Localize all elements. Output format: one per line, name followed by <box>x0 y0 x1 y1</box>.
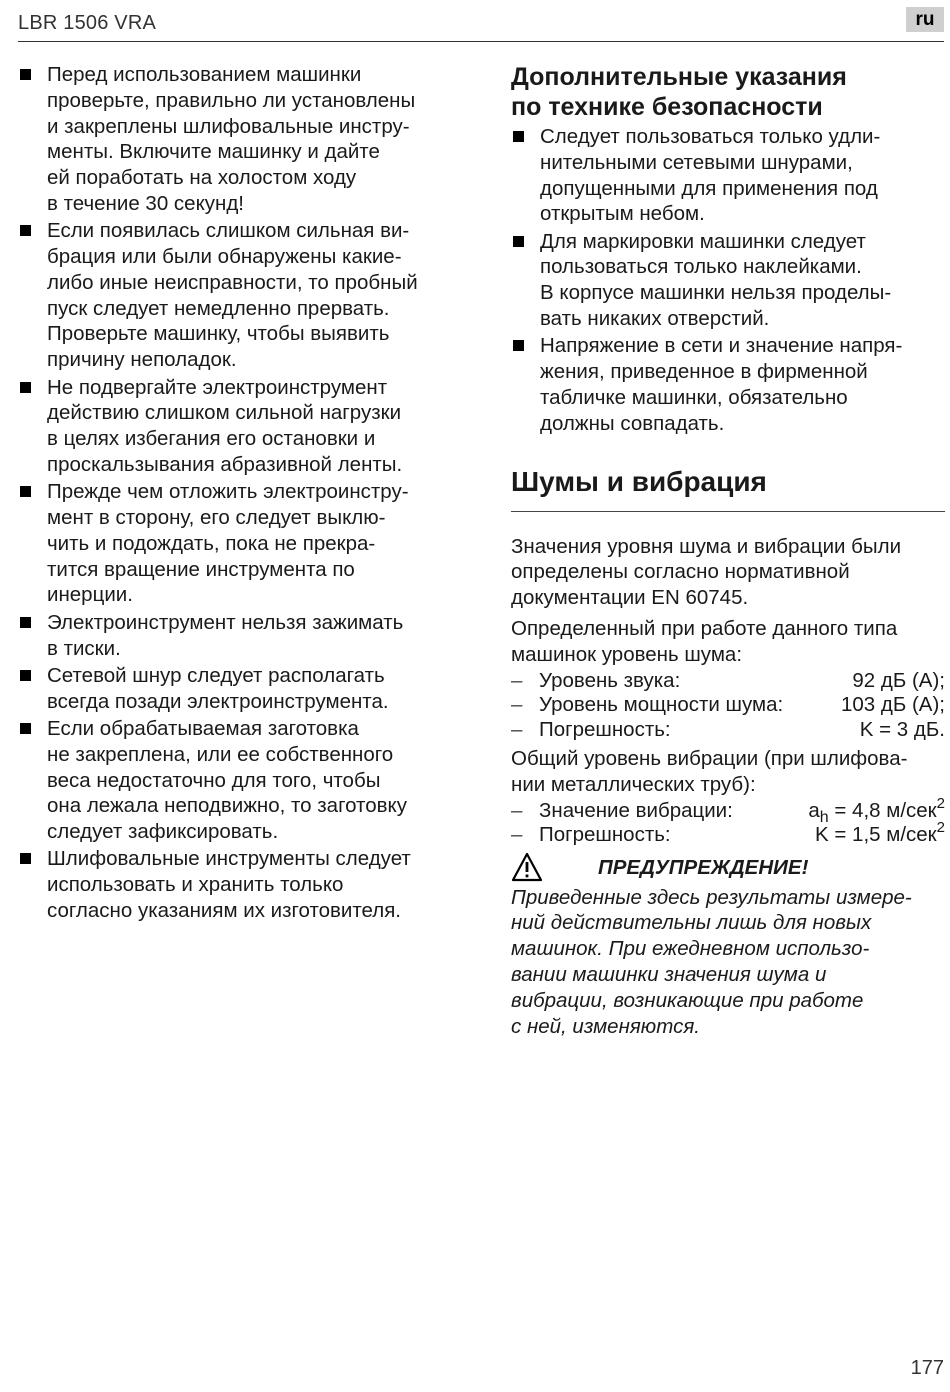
bullet-square-icon <box>20 382 31 393</box>
bullet-square-icon <box>20 486 31 497</box>
noise-row-label: Уровень звука: <box>539 668 681 692</box>
noise-row-label: Уровень мощности шума: <box>539 693 784 717</box>
noise-row-value: K = 3 дБ. <box>859 717 945 741</box>
list-item: Напряжение в сети и значение напря- жения, приведенное в фирменной табличке машинки, обязательно должны совпадать. <box>511 333 945 436</box>
bullet-square-icon <box>20 853 31 864</box>
warning-title: ПРЕДУПРЕЖДЕНИЕ! <box>598 855 809 879</box>
list-item: Не подвергайте электроинструмент действию слишком сильной нагрузки в целях избегания его остановки и проскальзывания абразивной ленты. <box>18 375 460 478</box>
bullet-square-icon <box>513 340 524 351</box>
noise-intro-paragraph: Значения уровня шума и вибрации были определены согласно нормативной документации EN 60745. <box>511 534 902 610</box>
bullet-square-icon <box>20 69 31 80</box>
bullet-square-icon <box>20 670 31 681</box>
vibration-row-label: Погрешность: <box>539 823 671 847</box>
bullet-square-icon <box>20 723 31 734</box>
list-item: Прежде чем отложить электроинстру- мент в сторону, его следует выклю- чить и подождать, пока не прекра- тится вращение инструмента по инерции. <box>18 479 460 608</box>
vibration-values-list <box>511 794 945 847</box>
list-item: Для маркировки машинки следует пользоваться только наклейками. В корпусе машинки нельзя проделы- вать никаких отверстий. <box>511 229 945 332</box>
list-item: Если обрабатываемая заготовка не закреплена, или ее собственного веса недостаточно для того, чтобы она лежала неподвижно, то заготовку следует зафиксировать. <box>18 716 460 845</box>
list-item: Перед использованием машинки проверьте, правильно ли установлены и закреплены шлифовальные инстру- менты. Включите машинку и дайте ей поработать на холостом ходу в течение 30 секунд! <box>18 62 460 217</box>
vibration-row <box>511 819 945 847</box>
bullet-square-icon <box>513 131 524 142</box>
noise-values-list <box>511 668 945 742</box>
language-badge: ru <box>906 7 944 32</box>
warning-text: Приведенные здесь результаты измере- ний действительны лишь для новых машинок. При ежедневном использо- вании машинки значения шума и вибрации, возникающие при работе с ней, изменяются. <box>511 885 912 1038</box>
page-header <box>18 0 944 42</box>
noise-row <box>511 717 945 742</box>
vibration-row-value: K = 1,5 м/сек$^2$ <box>815 819 945 847</box>
left-column <box>18 62 460 925</box>
bullet-square-icon <box>20 617 31 628</box>
bullet-square-icon <box>513 236 524 247</box>
dash: – <box>511 798 523 822</box>
dash: – <box>511 668 523 692</box>
noise-row <box>511 692 945 717</box>
warning-header <box>511 853 945 885</box>
dash: – <box>511 693 523 717</box>
safety-instructions-list <box>18 62 460 924</box>
vibration-intro-paragraph: Общий уровень вибрации (при шлифова- нии металлических труб): <box>511 747 908 796</box>
list-item: Сетевой шнур следует располагать всегда позади электроинструмента. <box>18 663 460 715</box>
bullet-square-icon <box>20 225 31 236</box>
right-column <box>511 62 945 1039</box>
list-item: Электроинструмент нельзя зажимать в тиски. <box>18 610 460 662</box>
noise-row-label: Погрешность: <box>539 717 671 741</box>
vibration-row-value: $a_h = 4,8$ м/сек$^2$ <box>808 794 945 826</box>
list-item: Если появилась слишком сильная ви- брация или были обнаружены какие- либо иные неисправности, то пробный пуск следует немедленно прервать. Проверьте машинку, чтобы выявить причину неполадок. <box>18 218 460 373</box>
noise-row-value: 92 дБ (A); <box>852 668 945 692</box>
safety-heading: Дополнительные указания по технике безопасности <box>511 63 847 121</box>
noise-row-value: 103 дБ (A); <box>840 693 945 717</box>
noise-row <box>511 668 945 693</box>
noise-level-paragraph: Определенный при работе данного типа машинок уровень шума: <box>511 616 898 666</box>
model-name: LBR 1506 VRA <box>18 12 157 34</box>
dash: – <box>511 823 523 847</box>
list-item: Следует пользоваться только удли- нительными сетевыми шнурами, допущенными для применения под открытым небом. <box>511 124 945 227</box>
list-item: Шлифовальные инструменты следует использовать и хранить только согласно указаниям их изготовителя. <box>18 846 460 923</box>
vibration-row-label: Значение вибрации: <box>539 798 733 822</box>
noise-vibration-heading: Шумы и вибрация <box>511 465 945 512</box>
page-number: 177 <box>910 1357 944 1379</box>
warning-triangle-icon <box>511 852 543 882</box>
dash: – <box>511 717 523 741</box>
additional-safety-list <box>511 124 945 437</box>
vibration-row <box>511 794 945 826</box>
